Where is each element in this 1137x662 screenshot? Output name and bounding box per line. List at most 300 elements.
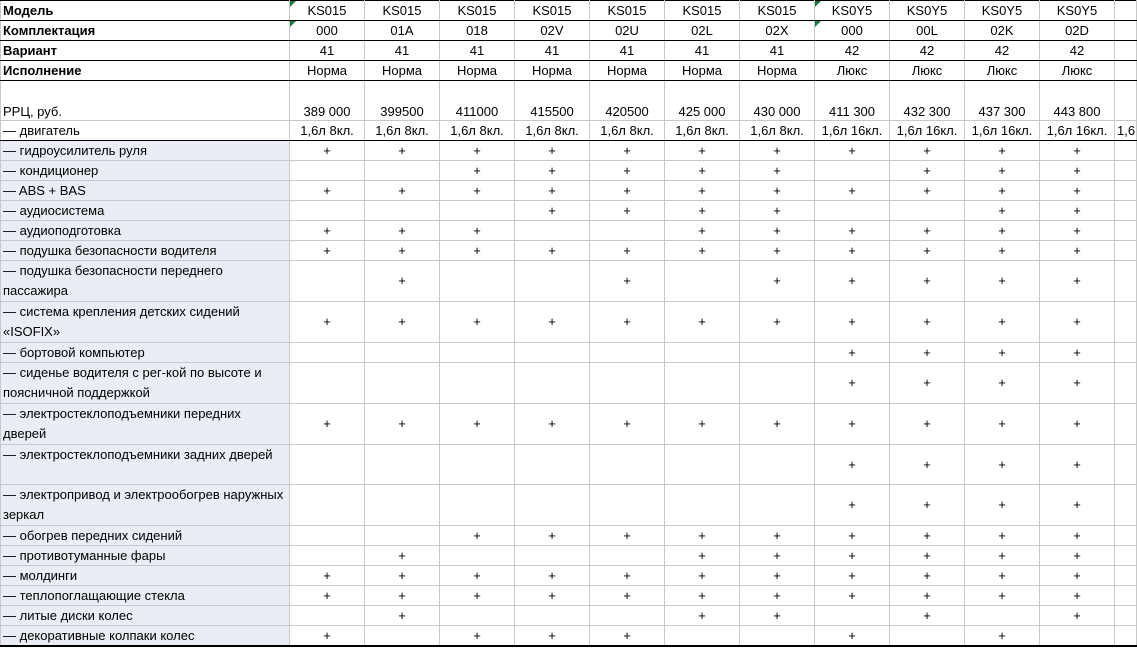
- table-cell[interactable]: 1,6л 8кл.: [290, 121, 365, 141]
- table-cell[interactable]: +: [665, 221, 740, 241]
- table-cell[interactable]: 411 300: [815, 81, 890, 121]
- table-cell[interactable]: [515, 343, 590, 363]
- table-cell[interactable]: [515, 261, 590, 302]
- table-cell[interactable]: 41: [590, 41, 665, 61]
- table-cell[interactable]: +: [290, 404, 365, 445]
- table-cell[interactable]: +: [890, 566, 965, 586]
- table-cell[interactable]: [290, 201, 365, 221]
- table-cell[interactable]: +: [965, 485, 1040, 526]
- table-cell[interactable]: +: [965, 221, 1040, 241]
- table-cell[interactable]: +: [890, 526, 965, 546]
- table-cell[interactable]: 02K: [965, 21, 1040, 41]
- row-label[interactable]: — декоративные колпаки колес: [1, 626, 290, 647]
- table-cell[interactable]: +: [890, 445, 965, 485]
- table-cell[interactable]: +: [290, 566, 365, 586]
- table-cell[interactable]: [1115, 61, 1137, 81]
- table-cell[interactable]: +: [290, 221, 365, 241]
- table-cell[interactable]: 02X: [740, 21, 815, 41]
- table-cell[interactable]: KS015: [365, 1, 440, 21]
- table-cell[interactable]: +: [965, 404, 1040, 445]
- table-cell[interactable]: [665, 343, 740, 363]
- row-label[interactable]: — литые диски колес: [1, 606, 290, 626]
- table-cell[interactable]: Люкс: [890, 61, 965, 81]
- table-cell[interactable]: +: [740, 566, 815, 586]
- table-cell[interactable]: KS0Y5: [1040, 1, 1115, 21]
- row-label[interactable]: — электропривод и электрообогрев наружных зеркал: [1, 485, 290, 526]
- table-cell[interactable]: +: [815, 626, 890, 647]
- table-cell[interactable]: [590, 546, 665, 566]
- table-cell[interactable]: +: [665, 201, 740, 221]
- table-cell[interactable]: [1115, 586, 1137, 606]
- table-cell[interactable]: +: [365, 546, 440, 566]
- table-cell[interactable]: 41: [665, 41, 740, 61]
- table-cell[interactable]: +: [515, 526, 590, 546]
- table-cell[interactable]: +: [515, 302, 590, 343]
- table-cell[interactable]: [815, 606, 890, 626]
- row-label[interactable]: — ABS + BAS: [1, 181, 290, 201]
- table-cell[interactable]: +: [590, 566, 665, 586]
- table-cell[interactable]: [665, 626, 740, 647]
- table-cell[interactable]: [365, 363, 440, 404]
- table-cell[interactable]: +: [440, 526, 515, 546]
- table-cell[interactable]: [365, 201, 440, 221]
- table-cell[interactable]: [1115, 606, 1137, 626]
- table-cell[interactable]: +: [1040, 363, 1115, 404]
- table-cell[interactable]: KS0Y5: [890, 1, 965, 21]
- table-cell[interactable]: +: [665, 566, 740, 586]
- table-cell[interactable]: +: [740, 221, 815, 241]
- row-label[interactable]: Исполнение: [1, 61, 290, 81]
- table-cell[interactable]: [1115, 626, 1137, 647]
- table-cell[interactable]: [440, 343, 515, 363]
- table-cell[interactable]: +: [965, 546, 1040, 566]
- table-cell[interactable]: [515, 546, 590, 566]
- table-cell[interactable]: 000: [815, 21, 890, 41]
- table-cell[interactable]: [365, 343, 440, 363]
- table-cell[interactable]: +: [365, 141, 440, 161]
- table-cell[interactable]: +: [665, 404, 740, 445]
- table-cell[interactable]: [515, 363, 590, 404]
- table-cell[interactable]: [440, 546, 515, 566]
- table-cell[interactable]: KS0Y5: [965, 1, 1040, 21]
- table-cell[interactable]: +: [890, 261, 965, 302]
- table-cell[interactable]: KS0Y5: [815, 1, 890, 21]
- table-cell[interactable]: 41: [515, 41, 590, 61]
- table-cell[interactable]: +: [740, 141, 815, 161]
- table-cell[interactable]: +: [815, 343, 890, 363]
- row-label[interactable]: — подушка безопасности переднего пассажира: [1, 261, 290, 302]
- table-cell[interactable]: 1,6л 16кл.: [815, 121, 890, 141]
- table-cell[interactable]: [440, 363, 515, 404]
- table-cell[interactable]: +: [965, 586, 1040, 606]
- table-cell[interactable]: 1,6л 16кл.: [1040, 121, 1115, 141]
- table-cell[interactable]: [440, 606, 515, 626]
- table-cell[interactable]: 1,6л 8кл.: [590, 121, 665, 141]
- table-cell[interactable]: +: [965, 141, 1040, 161]
- table-cell[interactable]: +: [590, 141, 665, 161]
- table-cell[interactable]: +: [815, 181, 890, 201]
- table-cell[interactable]: [290, 261, 365, 302]
- table-cell[interactable]: +: [965, 302, 1040, 343]
- table-cell[interactable]: +: [890, 485, 965, 526]
- table-cell[interactable]: 41: [290, 41, 365, 61]
- table-cell[interactable]: +: [965, 566, 1040, 586]
- table-cell[interactable]: +: [290, 241, 365, 261]
- table-cell[interactable]: +: [740, 201, 815, 221]
- table-cell[interactable]: +: [890, 586, 965, 606]
- table-cell[interactable]: [290, 343, 365, 363]
- table-cell[interactable]: Норма: [440, 61, 515, 81]
- table-cell[interactable]: +: [365, 241, 440, 261]
- table-cell[interactable]: 42: [965, 41, 1040, 61]
- table-cell[interactable]: Норма: [365, 61, 440, 81]
- table-cell[interactable]: 02V: [515, 21, 590, 41]
- table-cell[interactable]: +: [890, 546, 965, 566]
- table-cell[interactable]: +: [740, 261, 815, 302]
- table-cell[interactable]: [815, 161, 890, 181]
- table-cell[interactable]: 02U: [590, 21, 665, 41]
- table-cell[interactable]: +: [440, 181, 515, 201]
- table-cell[interactable]: [1115, 485, 1137, 526]
- table-cell[interactable]: KS015: [665, 1, 740, 21]
- table-cell[interactable]: [440, 445, 515, 485]
- table-cell[interactable]: [890, 626, 965, 647]
- table-cell[interactable]: +: [590, 241, 665, 261]
- table-cell[interactable]: [665, 485, 740, 526]
- row-label[interactable]: РРЦ, руб.: [1, 81, 290, 121]
- table-cell[interactable]: 432 300: [890, 81, 965, 121]
- table-cell[interactable]: +: [815, 485, 890, 526]
- table-cell[interactable]: +: [965, 181, 1040, 201]
- row-label[interactable]: — двигатель: [1, 121, 290, 141]
- table-cell[interactable]: [1115, 161, 1137, 181]
- table-cell[interactable]: [290, 161, 365, 181]
- table-cell[interactable]: [740, 343, 815, 363]
- table-cell[interactable]: +: [740, 526, 815, 546]
- table-cell[interactable]: Люкс: [1040, 61, 1115, 81]
- table-cell[interactable]: [440, 261, 515, 302]
- table-cell[interactable]: +: [290, 181, 365, 201]
- table-cell[interactable]: +: [590, 626, 665, 647]
- table-cell[interactable]: +: [965, 363, 1040, 404]
- table-cell[interactable]: +: [665, 606, 740, 626]
- table-cell[interactable]: +: [515, 404, 590, 445]
- table-cell[interactable]: [515, 485, 590, 526]
- row-label[interactable]: — теплопоглащающие стекла: [1, 586, 290, 606]
- table-cell[interactable]: +: [890, 141, 965, 161]
- table-cell[interactable]: +: [815, 546, 890, 566]
- table-cell[interactable]: 389 000: [290, 81, 365, 121]
- table-cell[interactable]: 411000: [440, 81, 515, 121]
- table-cell[interactable]: 1,6л 8кл.: [515, 121, 590, 141]
- table-cell[interactable]: KS015: [515, 1, 590, 21]
- table-cell[interactable]: [1115, 302, 1137, 343]
- table-cell[interactable]: +: [440, 221, 515, 241]
- table-cell[interactable]: +: [1040, 586, 1115, 606]
- table-cell[interactable]: 42: [815, 41, 890, 61]
- table-cell[interactable]: +: [815, 221, 890, 241]
- table-cell[interactable]: [1115, 141, 1137, 161]
- table-cell[interactable]: [1115, 404, 1137, 445]
- table-cell[interactable]: +: [965, 526, 1040, 546]
- table-cell[interactable]: 000: [290, 21, 365, 41]
- table-cell[interactable]: KS015: [290, 1, 365, 21]
- table-cell[interactable]: +: [815, 363, 890, 404]
- table-cell[interactable]: +: [440, 626, 515, 647]
- table-cell[interactable]: [515, 445, 590, 485]
- table-cell[interactable]: +: [665, 241, 740, 261]
- table-cell[interactable]: +: [1040, 606, 1115, 626]
- table-cell[interactable]: [365, 626, 440, 647]
- table-cell[interactable]: [590, 445, 665, 485]
- table-cell[interactable]: [590, 343, 665, 363]
- table-cell[interactable]: +: [1040, 566, 1115, 586]
- table-cell[interactable]: [665, 261, 740, 302]
- table-cell[interactable]: 41: [365, 41, 440, 61]
- table-cell[interactable]: 00L: [890, 21, 965, 41]
- table-cell[interactable]: Норма: [590, 61, 665, 81]
- table-cell[interactable]: +: [665, 546, 740, 566]
- table-cell[interactable]: +: [890, 161, 965, 181]
- table-cell[interactable]: +: [515, 626, 590, 647]
- table-cell[interactable]: +: [365, 302, 440, 343]
- table-cell[interactable]: [740, 445, 815, 485]
- table-cell[interactable]: +: [665, 526, 740, 546]
- table-cell[interactable]: [440, 485, 515, 526]
- row-label[interactable]: Модель: [1, 1, 290, 21]
- table-cell[interactable]: +: [815, 141, 890, 161]
- table-cell[interactable]: +: [590, 181, 665, 201]
- table-cell[interactable]: +: [365, 566, 440, 586]
- table-cell[interactable]: +: [1040, 201, 1115, 221]
- table-cell[interactable]: [740, 363, 815, 404]
- table-cell[interactable]: 1,6л 8кл.: [440, 121, 515, 141]
- table-cell[interactable]: 437 300: [965, 81, 1040, 121]
- table-cell[interactable]: 1,6л 16кл.: [965, 121, 1040, 141]
- table-cell[interactable]: [1115, 526, 1137, 546]
- table-cell[interactable]: [1115, 343, 1137, 363]
- row-label[interactable]: — гидроусилитель руля: [1, 141, 290, 161]
- table-cell[interactable]: 1,6л 8кл.: [365, 121, 440, 141]
- table-cell[interactable]: [440, 201, 515, 221]
- table-cell[interactable]: +: [665, 141, 740, 161]
- table-cell[interactable]: +: [440, 161, 515, 181]
- table-cell[interactable]: 425 000: [665, 81, 740, 121]
- table-cell[interactable]: [1115, 201, 1137, 221]
- table-cell[interactable]: +: [665, 586, 740, 606]
- row-label[interactable]: — бортовой компьютер: [1, 343, 290, 363]
- table-cell[interactable]: Люкс: [965, 61, 1040, 81]
- row-label[interactable]: — обогрев передних сидений: [1, 526, 290, 546]
- table-cell[interactable]: [365, 485, 440, 526]
- table-cell[interactable]: [290, 485, 365, 526]
- table-cell[interactable]: +: [1040, 404, 1115, 445]
- table-cell[interactable]: [290, 445, 365, 485]
- table-cell[interactable]: 018: [440, 21, 515, 41]
- table-cell[interactable]: +: [365, 606, 440, 626]
- table-cell[interactable]: 399500: [365, 81, 440, 121]
- table-cell[interactable]: +: [1040, 261, 1115, 302]
- table-cell[interactable]: 1,6л 16кл.: [890, 121, 965, 141]
- table-cell[interactable]: +: [1040, 221, 1115, 241]
- table-cell[interactable]: +: [1040, 485, 1115, 526]
- table-cell[interactable]: +: [740, 161, 815, 181]
- table-cell[interactable]: [365, 161, 440, 181]
- table-cell[interactable]: +: [440, 566, 515, 586]
- table-cell[interactable]: +: [665, 302, 740, 343]
- table-cell[interactable]: [1040, 626, 1115, 647]
- table-cell[interactable]: [740, 485, 815, 526]
- table-cell[interactable]: +: [440, 141, 515, 161]
- table-cell[interactable]: [1115, 21, 1137, 41]
- table-cell[interactable]: +: [890, 363, 965, 404]
- row-label[interactable]: — противотуманные фары: [1, 546, 290, 566]
- table-cell[interactable]: Норма: [515, 61, 590, 81]
- table-cell[interactable]: +: [890, 404, 965, 445]
- table-cell[interactable]: +: [590, 526, 665, 546]
- table-cell[interactable]: +: [890, 343, 965, 363]
- table-cell[interactable]: Норма: [665, 61, 740, 81]
- table-cell[interactable]: +: [590, 404, 665, 445]
- table-cell[interactable]: +: [1040, 526, 1115, 546]
- table-cell[interactable]: +: [965, 241, 1040, 261]
- row-label[interactable]: — аудиоподготовка: [1, 221, 290, 241]
- table-cell[interactable]: +: [890, 606, 965, 626]
- table-cell[interactable]: +: [890, 241, 965, 261]
- table-cell[interactable]: [890, 201, 965, 221]
- table-cell[interactable]: +: [815, 302, 890, 343]
- table-cell[interactable]: +: [515, 586, 590, 606]
- table-cell[interactable]: +: [965, 261, 1040, 302]
- table-cell[interactable]: Норма: [740, 61, 815, 81]
- table-cell[interactable]: 443 800: [1040, 81, 1115, 121]
- table-cell[interactable]: +: [440, 404, 515, 445]
- table-cell[interactable]: [365, 526, 440, 546]
- table-cell[interactable]: 420500: [590, 81, 665, 121]
- table-cell[interactable]: [1115, 1, 1137, 21]
- table-cell[interactable]: [1115, 363, 1137, 404]
- table-cell[interactable]: +: [590, 302, 665, 343]
- table-cell[interactable]: 42: [890, 41, 965, 61]
- table-cell[interactable]: [365, 445, 440, 485]
- table-cell[interactable]: +: [1040, 343, 1115, 363]
- table-cell[interactable]: +: [515, 161, 590, 181]
- table-cell[interactable]: [290, 363, 365, 404]
- row-label[interactable]: — сиденье водителя с рег-кой по высоте и поясничной поддержкой: [1, 363, 290, 404]
- table-cell[interactable]: +: [290, 586, 365, 606]
- table-cell[interactable]: +: [965, 626, 1040, 647]
- row-label[interactable]: — электростеклоподъемники задних дверей: [1, 445, 290, 485]
- table-cell[interactable]: [815, 201, 890, 221]
- table-cell[interactable]: [740, 626, 815, 647]
- table-cell[interactable]: +: [440, 241, 515, 261]
- table-cell[interactable]: +: [1040, 445, 1115, 485]
- table-cell[interactable]: +: [1040, 181, 1115, 201]
- table-cell[interactable]: +: [740, 302, 815, 343]
- table-cell[interactable]: +: [740, 546, 815, 566]
- row-label[interactable]: Вариант: [1, 41, 290, 61]
- table-cell[interactable]: +: [365, 586, 440, 606]
- row-label[interactable]: — система крепления детских сидений «ISOFIX»: [1, 302, 290, 343]
- table-cell[interactable]: 01A: [365, 21, 440, 41]
- table-cell[interactable]: 41: [440, 41, 515, 61]
- table-cell[interactable]: +: [515, 201, 590, 221]
- table-cell[interactable]: +: [965, 201, 1040, 221]
- table-cell[interactable]: [590, 363, 665, 404]
- table-cell[interactable]: 415500: [515, 81, 590, 121]
- table-cell[interactable]: +: [1040, 141, 1115, 161]
- table-cell[interactable]: [1115, 181, 1137, 201]
- table-cell[interactable]: [515, 221, 590, 241]
- row-label[interactable]: — подушка безопасности водителя: [1, 241, 290, 261]
- table-cell[interactable]: [290, 546, 365, 566]
- table-cell[interactable]: Люкс: [815, 61, 890, 81]
- table-cell[interactable]: 02L: [665, 21, 740, 41]
- table-cell[interactable]: 02D: [1040, 21, 1115, 41]
- table-cell[interactable]: +: [1040, 241, 1115, 261]
- table-cell[interactable]: KS015: [590, 1, 665, 21]
- table-cell[interactable]: [515, 606, 590, 626]
- table-cell[interactable]: +: [815, 586, 890, 606]
- table-cell[interactable]: +: [890, 181, 965, 201]
- table-cell[interactable]: [665, 445, 740, 485]
- table-cell[interactable]: 1,6л 8кл.: [740, 121, 815, 141]
- table-cell[interactable]: +: [815, 566, 890, 586]
- row-label[interactable]: — электростеклоподъемники передних дверей: [1, 404, 290, 445]
- table-cell[interactable]: +: [1040, 302, 1115, 343]
- table-cell[interactable]: +: [515, 241, 590, 261]
- table-cell[interactable]: [590, 221, 665, 241]
- table-cell[interactable]: +: [365, 221, 440, 241]
- table-cell[interactable]: +: [515, 141, 590, 161]
- table-cell[interactable]: 1,6: [1115, 121, 1137, 141]
- table-cell[interactable]: +: [590, 201, 665, 221]
- table-cell[interactable]: [1115, 445, 1137, 485]
- table-cell[interactable]: [1115, 546, 1137, 566]
- table-cell[interactable]: +: [890, 221, 965, 241]
- table-cell[interactable]: +: [290, 626, 365, 647]
- table-cell[interactable]: +: [740, 181, 815, 201]
- table-cell[interactable]: [665, 363, 740, 404]
- table-cell[interactable]: +: [665, 181, 740, 201]
- table-cell[interactable]: [290, 606, 365, 626]
- table-cell[interactable]: +: [1040, 161, 1115, 181]
- table-cell[interactable]: 41: [740, 41, 815, 61]
- table-cell[interactable]: +: [365, 181, 440, 201]
- table-cell[interactable]: +: [365, 404, 440, 445]
- table-cell[interactable]: KS015: [440, 1, 515, 21]
- table-cell[interactable]: +: [365, 261, 440, 302]
- table-cell[interactable]: [1115, 241, 1137, 261]
- table-cell[interactable]: +: [290, 141, 365, 161]
- table-cell[interactable]: [1115, 81, 1137, 121]
- row-label[interactable]: — кондиционер: [1, 161, 290, 181]
- table-cell[interactable]: Норма: [290, 61, 365, 81]
- table-cell[interactable]: +: [740, 241, 815, 261]
- table-cell[interactable]: +: [590, 161, 665, 181]
- table-cell[interactable]: +: [815, 445, 890, 485]
- table-cell[interactable]: [965, 606, 1040, 626]
- row-label[interactable]: — аудиосистема: [1, 201, 290, 221]
- table-cell[interactable]: +: [965, 343, 1040, 363]
- table-cell[interactable]: 430 000: [740, 81, 815, 121]
- table-cell[interactable]: +: [815, 404, 890, 445]
- table-cell[interactable]: +: [590, 261, 665, 302]
- table-cell[interactable]: +: [290, 302, 365, 343]
- table-cell[interactable]: +: [665, 161, 740, 181]
- table-cell[interactable]: +: [890, 302, 965, 343]
- table-cell[interactable]: +: [740, 586, 815, 606]
